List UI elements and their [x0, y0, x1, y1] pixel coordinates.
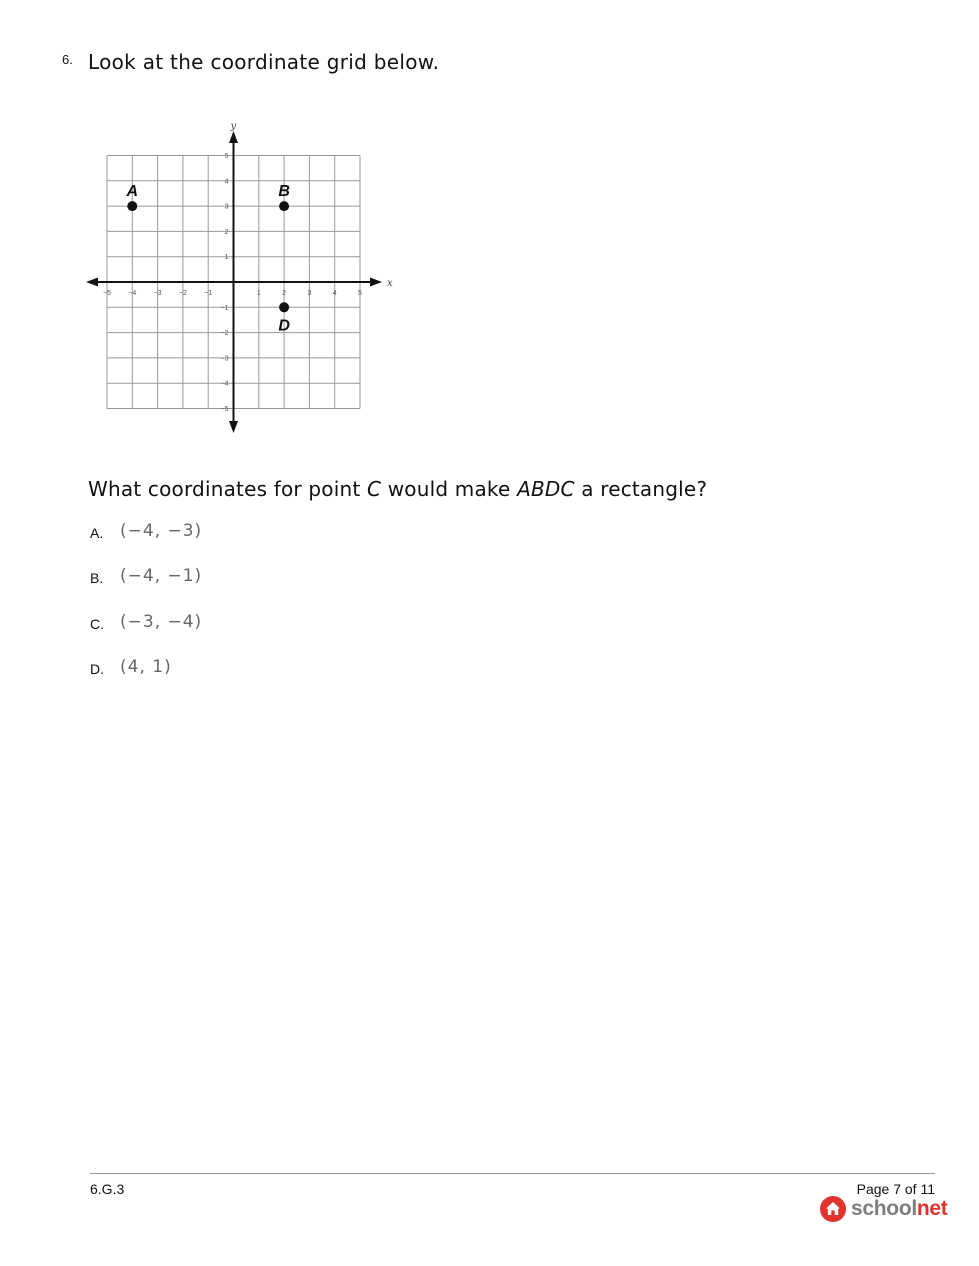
- choice-letter: A.: [90, 525, 104, 541]
- point-label-a: A: [126, 183, 139, 201]
- x-tick-label: −3: [153, 290, 162, 297]
- choice-value: (−3, −4): [120, 612, 203, 632]
- y-tick-label: −2: [220, 330, 229, 338]
- footer-divider: [90, 1173, 935, 1174]
- y-axis-label: y: [230, 121, 237, 132]
- y-tick-label: −5: [220, 406, 229, 413]
- x-tick-label: −4: [128, 290, 137, 297]
- point-label-b: B: [278, 183, 290, 201]
- x-tick-label: −1: [204, 290, 213, 297]
- y-tick-label: 3: [224, 203, 229, 211]
- question-number: 6.: [62, 52, 73, 67]
- question-prompt: What coordinates for point C would make ABDC a rectangle?: [88, 477, 708, 501]
- choice-letter: B.: [90, 570, 104, 586]
- x-tick-label: 1: [256, 290, 261, 297]
- point-b: [279, 201, 289, 211]
- y-tick-label: 5: [224, 153, 229, 160]
- y-axis-arrow-down: [229, 421, 238, 433]
- home-icon: [820, 1196, 846, 1222]
- x-tick-label: 2: [282, 290, 287, 297]
- x-axis-arrow-right: [370, 278, 382, 287]
- x-axis-arrow-left: [86, 278, 98, 287]
- x-axis-label: x: [387, 278, 393, 289]
- point-label-d: D: [278, 317, 290, 335]
- x-tick-label: 5: [358, 290, 362, 297]
- schoolnet-logo: schoolnet: [820, 1196, 948, 1222]
- y-tick-label: −4: [220, 380, 229, 388]
- y-tick-label: −3: [220, 355, 229, 363]
- choice-value: (−4, −3): [120, 521, 203, 541]
- page-number: Page 7 of 11: [856, 1181, 935, 1197]
- x-tick-label: 3: [307, 290, 312, 297]
- choice-value: (4, 1): [120, 657, 172, 677]
- y-tick-label: −1: [220, 304, 229, 312]
- standard-code: 6.G.3: [90, 1181, 125, 1197]
- coordinate-grid: [80, 115, 400, 440]
- point-a: [127, 201, 137, 211]
- question-text: Look at the coordinate grid below.: [88, 50, 440, 74]
- point-d: [279, 302, 289, 312]
- y-axis-arrow-up: [229, 131, 238, 143]
- x-tick-label: 4: [332, 290, 337, 297]
- choice-letter: C.: [90, 616, 104, 632]
- y-tick-label: 4: [224, 178, 229, 186]
- choice-value: (−4, −1): [120, 566, 203, 586]
- y-tick-label: 1: [224, 254, 229, 262]
- x-tick-label: −2: [178, 290, 187, 297]
- x-tick-label: −5: [103, 290, 111, 297]
- choice-letter: D.: [90, 661, 104, 677]
- y-tick-label: 2: [224, 228, 229, 236]
